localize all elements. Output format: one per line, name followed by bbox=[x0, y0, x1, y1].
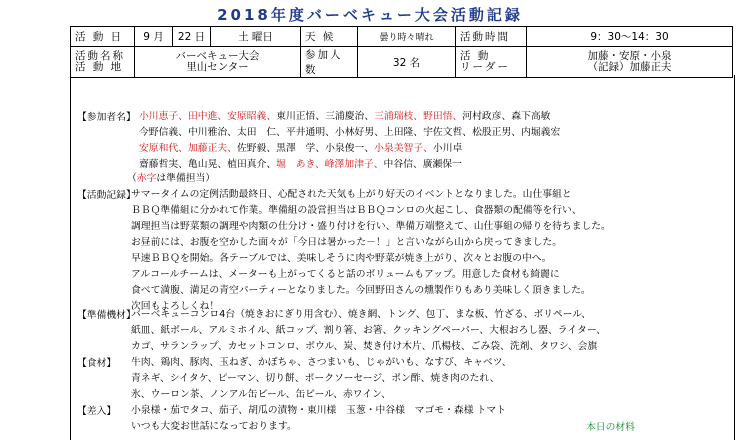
activity-line: ＢＢＱ準備組に分かれて作業。準備組の設営担当はＢＢＱコンロの火起こし、食器類の配備等を行い、 bbox=[131, 205, 582, 216]
equipment-line: カゴ、サランラップ、カセットコンロ、ボウル、炭、焚き付け木片、爪楊枝、ごみ袋、洗剤、タワシ、会旗 bbox=[131, 341, 598, 352]
participants-line-1 bbox=[139, 109, 550, 125]
name-label: 活動名称 bbox=[75, 50, 125, 62]
record-body bbox=[70, 75, 735, 440]
activity-line: 次回もよろしくね！ bbox=[131, 301, 220, 312]
leader-label-1: 活 動 bbox=[460, 50, 491, 62]
food-label: 【食材】 bbox=[77, 358, 117, 369]
activity-place: 里山センター bbox=[186, 61, 249, 73]
food-line: 氷、ウーロン茶、ノンアル缶ビール、缶ビール、赤ワイン、 bbox=[131, 389, 391, 400]
participant-run: 小川卓 bbox=[432, 143, 463, 154]
participant-run: 小川恵子、 bbox=[139, 111, 188, 122]
count-value: 32 名 bbox=[358, 47, 456, 78]
activity-line: 調理担当は野菜類の調理や肉類の仕分け・盛り付けを行い、準備万端整えて、山仕事組の帰りを待ちました。 bbox=[131, 221, 611, 232]
participants-note: （赤字は準備担当） bbox=[127, 173, 216, 184]
weekday-value: 土 曜日 bbox=[211, 27, 301, 47]
equipment-line: 紙皿、紙ボール、アルミホイル、紙コップ、割り箸、お箸、クッキングペーパー、大根おろし器、ライター、 bbox=[131, 325, 607, 336]
participant-run: 東川正悟、三浦慶治、 bbox=[276, 111, 375, 122]
participant-run: 安原和代、 bbox=[139, 143, 188, 154]
gift-line: 小泉様・茄でタコ、茄子、胡瓜の漬物・東川様 玉葱・中谷様 マゴモ・森様 トマト bbox=[131, 405, 507, 416]
leader-label-2: リーダー bbox=[460, 61, 510, 73]
activity-line: 食べて満腹、満足の青空パーティーとなりました。今回野田さんの燻製作りもあり美味しく頂きました。 bbox=[131, 285, 591, 296]
gifts-label: 【差入】 bbox=[77, 406, 117, 417]
participant-run: 小泉美智子、 bbox=[374, 143, 433, 154]
participant-run: 加藤正夫、 bbox=[187, 143, 237, 154]
equipment-line: バーベキューコンロ4台（焼きおにぎり用含む）、焼き網、トング、包丁、まな板、竹ざる、ボリペール、 bbox=[131, 309, 592, 320]
activity-name: バーベキュー大会 bbox=[175, 50, 260, 62]
activity-line: アルコールチームは、メーターも上がってくると話のボリュームもアップ。用意した食材も綺麗に bbox=[131, 269, 560, 280]
activity-line: サマータイムの定例活動最終日、心配された天気も上がり好天のイベントとなりました。山仕事組と bbox=[131, 189, 572, 200]
participant-run: 野田悟、 bbox=[423, 111, 463, 122]
participant-run: 田中進、 bbox=[187, 111, 228, 122]
activity-line: 早速ＢＢＱを開始。各テーブルでは、美味しそうに肉や野菜が焼き上がり、次々とお腹の中へ。 bbox=[131, 253, 552, 264]
participant-run: 河村政彦、森下高敏 bbox=[462, 111, 551, 122]
food-line: 青ネギ、シイタケ、ピーマン、切り餅、ポークソーセージ、ポン酢、焼き肉のたれ、 bbox=[131, 373, 500, 384]
participants-label: 【参加者名】 bbox=[77, 112, 136, 123]
day-value: 22 日 bbox=[173, 27, 211, 47]
time-label: 活動時間 bbox=[456, 27, 527, 47]
participant-run: 中谷信、廣瀬保一 bbox=[383, 159, 462, 170]
leader-names: 加藤・安原・小泉 bbox=[587, 50, 672, 62]
recorder-name: （記録）加藤正夫 bbox=[587, 61, 672, 73]
place-label: 活 動 地 bbox=[75, 61, 124, 73]
activity-label: 【活動記録】 bbox=[77, 190, 136, 201]
equipment-label: 【準備機材】 bbox=[77, 310, 136, 321]
weather-value: 曇り時々晴れ bbox=[358, 27, 456, 47]
participant-run: 佐野毅、黒澤 学、小泉俊一、 bbox=[236, 143, 375, 154]
participants-line-2: 今野信義、中川雅治、太田 仁、平井通明、小林好男、上田隆、宇佐文哲、松股正男、内堀義宏 bbox=[139, 127, 561, 138]
participants-line-3 bbox=[139, 141, 462, 157]
gift-line: いつも大変お世話になっております。 bbox=[131, 421, 297, 432]
participant-run: 安原昭義、 bbox=[227, 111, 277, 122]
weather-label: 天 候 bbox=[301, 27, 358, 47]
activity-line: お昼前には、お腹を空かした面々が「今日は暑かった－！」と言いながら山から戻ってきました。 bbox=[131, 237, 563, 248]
time-value: 9：30〜14：30 bbox=[527, 27, 733, 47]
participant-run: 三浦瑞枝、 bbox=[374, 111, 424, 122]
food-line: 牛肉、鶏肉、豚肉、玉ねぎ、かぼちゃ、さつまいも、じゃがいも、なすび、キャベツ、 bbox=[131, 357, 512, 368]
date-label: 活 動 日 bbox=[71, 27, 135, 47]
participant-run: 齋藤哲実、亀山晃、植田真介、 bbox=[139, 159, 277, 170]
page-title: 2018年度バーベキュー大会活動記録 bbox=[217, 6, 523, 24]
header-table bbox=[70, 26, 733, 78]
month-value: 9 月 bbox=[135, 27, 173, 47]
count-label: 参加人数 bbox=[301, 47, 358, 78]
participant-run: 峰澤加津子、 bbox=[324, 159, 384, 170]
participant-run: 堀 あき、 bbox=[276, 159, 325, 170]
photo-caption: 本日の材料 bbox=[586, 422, 635, 433]
